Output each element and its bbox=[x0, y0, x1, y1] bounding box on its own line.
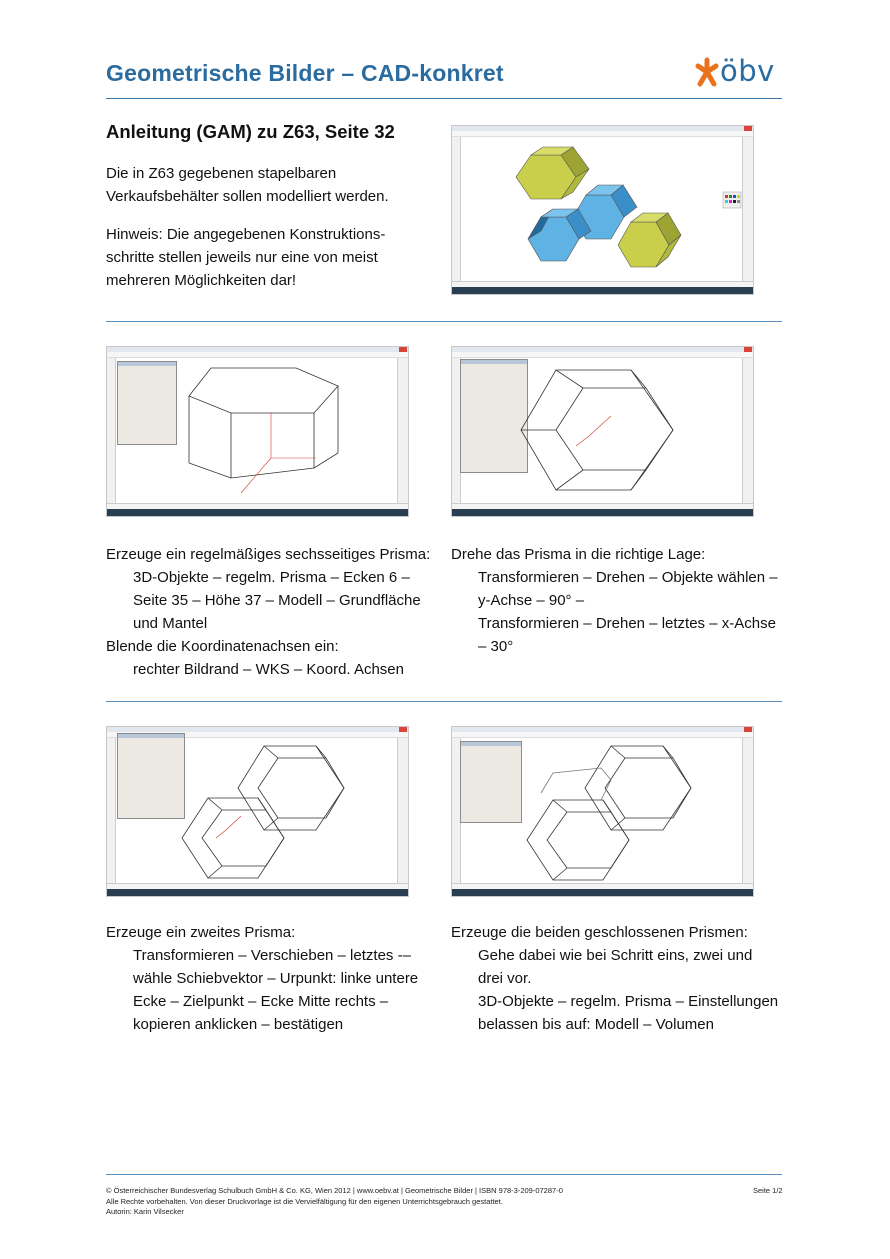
step-line: Transformieren – Drehen – Objekte wählen – bbox=[478, 569, 778, 586]
intro-line: Die in Z63 gegebenen stapelbaren bbox=[106, 165, 337, 182]
screenshot-step-1 bbox=[106, 346, 409, 517]
step-line: kopieren anklicken – bestätigen bbox=[133, 1016, 344, 1033]
step-line: Erzeuge ein zweites Prisma: bbox=[106, 924, 296, 941]
screenshot-step-4 bbox=[451, 726, 754, 897]
step-2-text bbox=[451, 543, 778, 658]
step-1-text bbox=[106, 543, 430, 681]
screenshot-colored-model bbox=[451, 125, 754, 295]
step-line: Ecke – Zielpunkt – Ecke Mitte rechts – bbox=[133, 993, 389, 1010]
oebv-logo bbox=[694, 56, 786, 92]
step-4-text bbox=[451, 921, 778, 1036]
step-line: Blende die Koordinatenachsen ein: bbox=[106, 638, 339, 655]
intro-line: schritte stellen jeweils nur eine von meist bbox=[106, 249, 378, 266]
section-heading: Anleitung (GAM) zu Z63, Seite 32 bbox=[106, 121, 395, 142]
step-line: Erzeuge die beiden geschlossenen Prismen: bbox=[451, 924, 748, 941]
step-3-text bbox=[106, 921, 418, 1036]
screenshot-step-2 bbox=[451, 346, 754, 517]
step-line: Transformieren – Drehen – letztes – x-Achse bbox=[478, 615, 776, 632]
footer-rule bbox=[106, 1174, 782, 1175]
step-line: Gehe dabei wie bei Schritt eins, zwei und bbox=[478, 947, 753, 964]
logo-text: öbv bbox=[720, 54, 775, 88]
page-number: Seite 1/2 bbox=[753, 1186, 783, 1195]
step-line: 3D-Objekte – regelm. Prisma – Ecken 6 – bbox=[133, 569, 410, 586]
header-rule bbox=[106, 98, 782, 99]
section-divider bbox=[106, 321, 782, 322]
step-line: 3D-Objekte – regelm. Prisma – Einstellungen bbox=[478, 993, 779, 1010]
step-line: Transformieren – Verschieben – letztes -– bbox=[133, 947, 411, 964]
author-line: Autorin: Karin Vilsecker bbox=[106, 1207, 184, 1216]
copyright-line: © Österreichischer Bundesverlag Schulbuch GmbH & Co. KG, Wien 2012 | www.oebv.at | Geometrische Bilder | ISBN 978-3-209-07287-0 bbox=[106, 1186, 563, 1195]
intro-paragraph-1 bbox=[106, 162, 389, 208]
intro-line: Verkaufsbehälter sollen modelliert werden. bbox=[106, 188, 389, 205]
section-divider bbox=[106, 701, 782, 702]
document-title: Geometrische Bilder – CAD-konkret bbox=[106, 60, 504, 86]
screenshot-step-3 bbox=[106, 726, 409, 897]
step-line: – 30° bbox=[478, 638, 514, 655]
render-canvas bbox=[461, 358, 742, 504]
step-line: Erzeuge ein regelmäßiges sechsseitiges Prisma: bbox=[106, 546, 431, 563]
intro-paragraph-2 bbox=[106, 223, 385, 292]
step-line: Seite 35 – Höhe 37 – Modell – Grundfläche bbox=[133, 592, 421, 609]
intro-line: mehreren Möglichkeiten dar! bbox=[106, 272, 297, 289]
render-canvas bbox=[116, 358, 397, 504]
step-line: und Mantel bbox=[133, 615, 208, 632]
footer bbox=[106, 1186, 563, 1218]
step-line: rechter Bildrand – WKS – Koord. Achsen bbox=[133, 661, 404, 678]
intro-line: Hinweis: Die angegebenen Konstruktions- bbox=[106, 226, 386, 243]
logo-star-icon bbox=[694, 56, 720, 90]
step-line: wähle Schiebvektor – Urpunkt: linke untere bbox=[133, 970, 419, 987]
step-line: drei vor. bbox=[478, 970, 532, 987]
step-line: belassen bis auf: Modell – Volumen bbox=[478, 1016, 714, 1033]
render-canvas bbox=[461, 137, 742, 282]
step-line: y-Achse – 90° – bbox=[478, 592, 585, 609]
render-canvas bbox=[461, 738, 742, 884]
step-line: Drehe das Prisma in die richtige Lage: bbox=[451, 546, 706, 563]
rights-line: Alle Rechte vorbehalten. Von dieser Druckvorlage ist die Vervielfältigung für den eigenen Unterrichtsgebrauch gestattet. bbox=[106, 1196, 503, 1206]
render-canvas bbox=[116, 738, 397, 884]
